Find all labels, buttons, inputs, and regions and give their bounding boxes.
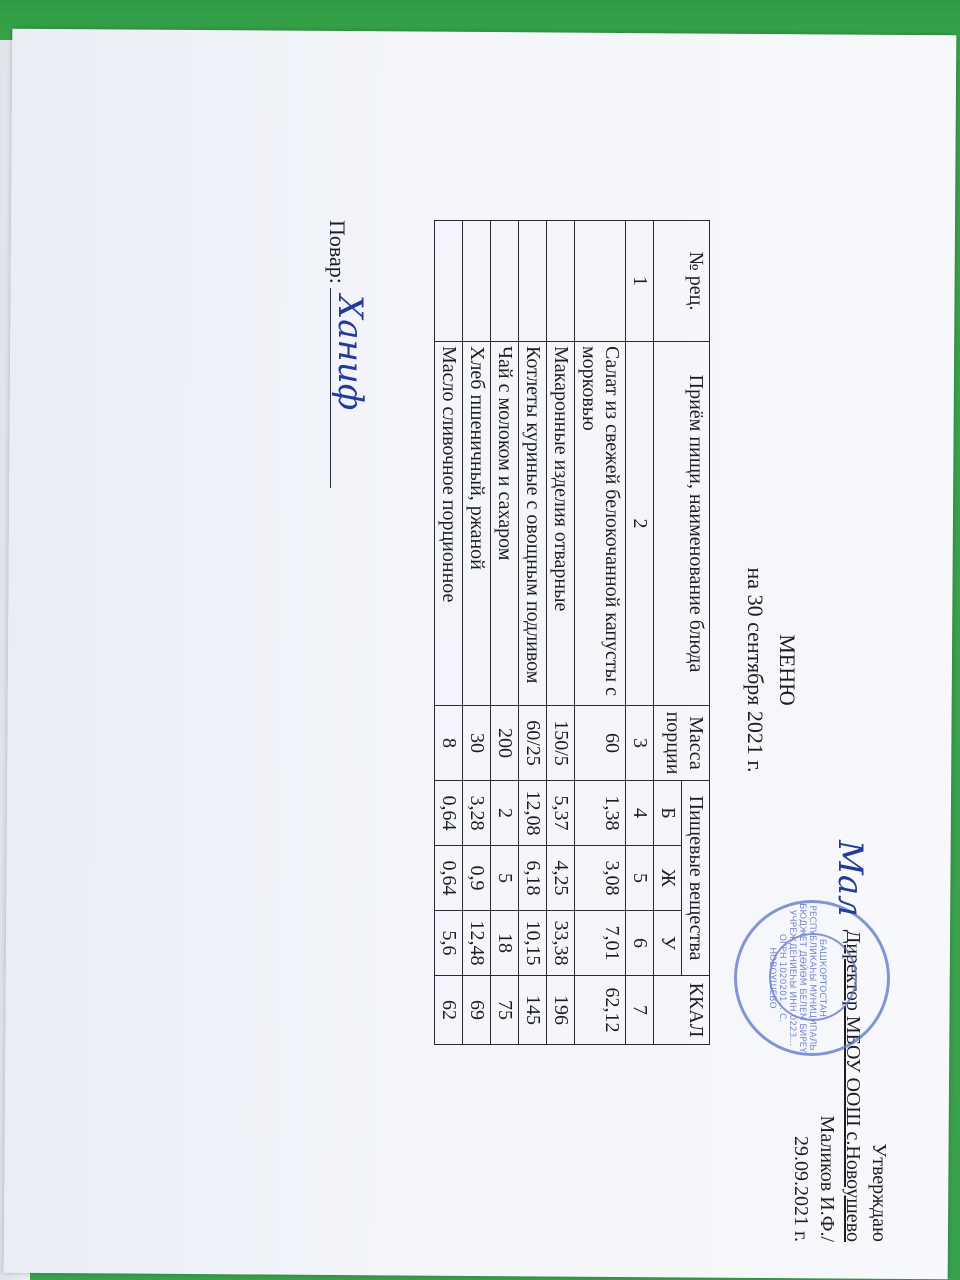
cell-mass: 150/5 — [547, 706, 575, 781]
cell-kcal: 69 — [463, 976, 491, 1045]
cell-kcal: 75 — [491, 976, 519, 1045]
cell-zh: 3,08 — [575, 846, 626, 911]
index-cell: 2 — [626, 342, 654, 706]
table-row — [575, 221, 626, 1045]
cell-kcal: 196 — [547, 976, 575, 1045]
cell-zh: 6,18 — [519, 846, 547, 911]
cell-b: 1,38 — [575, 781, 626, 846]
header-zh: Ж — [654, 846, 682, 911]
menu-document — [60, 70, 910, 1270]
cell-u: 18 — [491, 911, 519, 976]
index-cell: 4 — [626, 781, 654, 846]
cell-zh: 0,64 — [435, 846, 463, 911]
cell-name: Хлеб пшеничный, ржаной — [463, 342, 491, 706]
header-nutrients: Пищевые вещества — [682, 781, 710, 976]
cell-u: 7,01 — [575, 911, 626, 976]
approval-name: Маликов И.Ф./ — [816, 1115, 838, 1242]
cell-b: 3,28 — [463, 781, 491, 846]
cell-mass: 200 — [491, 706, 519, 781]
cell-kcal: 145 — [519, 976, 547, 1045]
cell-b: 5,37 — [547, 781, 575, 846]
header-kcal: ККАЛ — [654, 976, 710, 1045]
cell-name: Чай с молоком и сахаром — [491, 342, 519, 706]
header-u: У — [654, 911, 682, 976]
cell-kcal: 62,12 — [575, 976, 626, 1045]
director-signature: Мал — [830, 840, 870, 917]
doc-date: на 30 сентября 2021 г. — [743, 567, 768, 773]
cell-u: 33,38 — [547, 911, 575, 976]
approval-heading: Утверждаю — [868, 1143, 890, 1242]
cell-name: Салат из свежей белокочанной капусты с морковью — [575, 342, 626, 706]
cell-mass: 60/25 — [519, 706, 547, 781]
header-mass: Масса порции — [654, 706, 710, 781]
table-header-row — [682, 221, 710, 1045]
index-cell: 7 — [626, 976, 654, 1045]
cell-mass: 60 — [575, 706, 626, 781]
index-cell: 5 — [626, 846, 654, 911]
cook-label: Повар: — [325, 220, 350, 284]
header-b: Б — [654, 781, 682, 846]
cell-u: 5,6 — [435, 911, 463, 976]
table-row — [519, 221, 547, 1045]
approval-date: 29.09.2021 г. — [790, 1136, 812, 1242]
doc-title: МЕНЮ — [775, 634, 800, 706]
stamp-text: БАШКОРТОСТАН РЕСПУБЛИКАҺЫ МУНИЦИПАЛЬ БЮДЖЕТ ДӨЙӨМ БЕЛЕМ БИРЕҮ УЧРЕЖДЕНИЕҺЫ ИНН 0223... ОГРН 1020201... С. НОВОУШЕВО — [767, 903, 827, 1053]
cell-zh: 5 — [491, 846, 519, 911]
header-num: № рец. — [654, 221, 710, 342]
cell-name: Макаронные изделия отварные — [547, 342, 575, 706]
cell-b: 2 — [491, 781, 519, 846]
cell-mass: 30 — [463, 706, 491, 781]
approval-director: Директор МБОУ ООШ с.Новоушево — [842, 929, 864, 1242]
cell-name: Котлеты куриные с овощным подливом — [519, 342, 547, 706]
cell-u: 10,15 — [519, 911, 547, 976]
cell-zh: 0,9 — [463, 846, 491, 911]
table-row — [435, 221, 463, 1045]
cell-num — [547, 221, 575, 342]
cell-name: Масло сливочное порционное — [435, 342, 463, 706]
cell-b: 12,08 — [519, 781, 547, 846]
index-cell: 1 — [626, 221, 654, 342]
cell-mass: 8 — [435, 706, 463, 781]
cell-num — [519, 221, 547, 342]
cook-signature: Ханиф — [330, 295, 370, 411]
cell-num — [463, 221, 491, 342]
cell-b: 0,64 — [435, 781, 463, 846]
header-name: Приём пищи, наименование блюда — [654, 342, 710, 706]
index-cell: 6 — [626, 911, 654, 976]
table-row — [547, 221, 575, 1045]
cell-num — [575, 221, 626, 342]
cell-num — [435, 221, 463, 342]
cell-u: 12,48 — [463, 911, 491, 976]
cell-zh: 4,25 — [547, 846, 575, 911]
cell-num — [491, 221, 519, 342]
table-index-row — [626, 221, 654, 1045]
table-row — [463, 221, 491, 1045]
index-cell: 3 — [626, 706, 654, 781]
menu-table — [434, 220, 710, 1045]
cell-kcal: 62 — [435, 976, 463, 1045]
table-row — [491, 221, 519, 1045]
